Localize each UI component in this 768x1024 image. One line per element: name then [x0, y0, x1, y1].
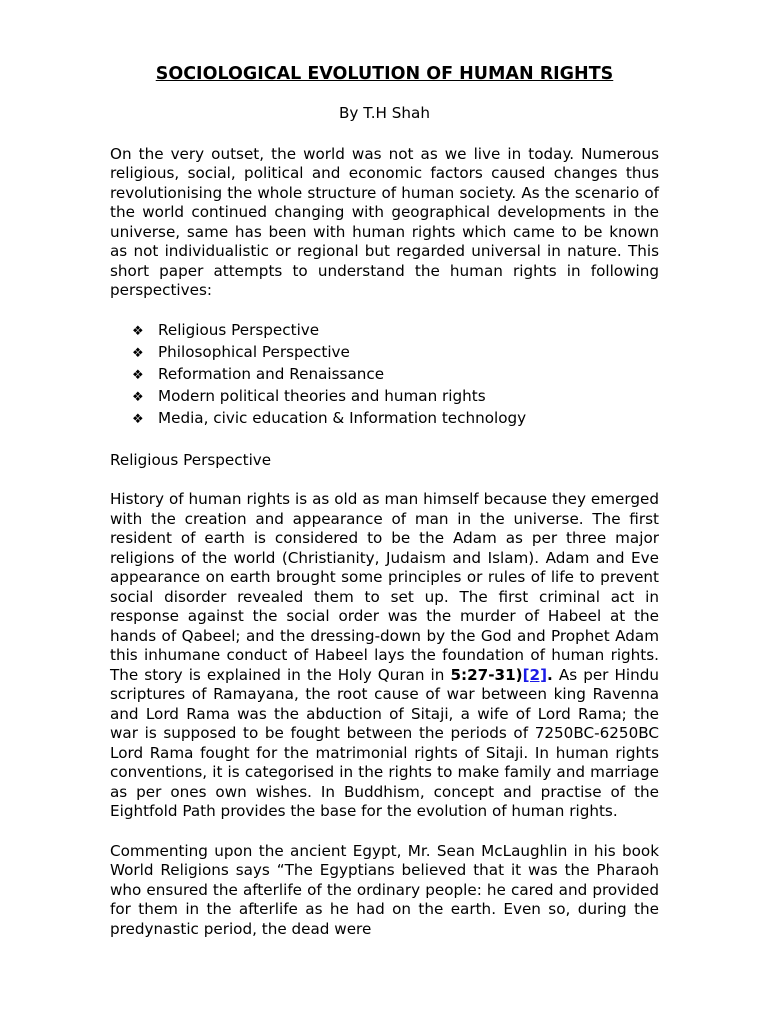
quran-verse-reference: 5:27-31) — [450, 665, 523, 684]
list-item-text: Media, civic education & Information technology — [158, 409, 527, 428]
body-text-segment: History of human rights is as old as man himself because they emerged with the creation and appearance of man in the universe. The first resident of earth is considered to be the Adam as per three major religions of the world (Christianity, Judaism and Islam). Adam and Eve appearance on earth brought some principles or rules of life to prevent social disorder revealed them to set up. The first criminal act in response against the social order was the murder of Habeel at the hands of Qabeel; and the dressing-down by the God and Prophet Adam this inhumane conduct of Habeel lays the foundation of human rights. The story is explained in the Holy Quran in — [110, 490, 659, 684]
perspectives-list — [110, 320, 659, 431]
document-title: SOCIOLOGICAL EVOLUTION OF HUMAN RIGHTS — [155, 64, 614, 84]
diamond-bullet-icon: ❖ — [132, 323, 144, 339]
list-item-text: Philosophical Perspective — [158, 342, 350, 361]
diamond-bullet-icon: ❖ — [132, 390, 144, 406]
section-heading: Religious Perspective — [110, 450, 272, 469]
list-item-text: Religious Perspective — [158, 320, 320, 339]
diamond-bullet-icon: ❖ — [132, 345, 144, 361]
list-item — [132, 320, 659, 342]
list-item-text: Reformation and Renaissance — [158, 364, 385, 383]
list-item — [132, 364, 659, 386]
intro-paragraph: On the very outset, the world was not as we live in today. Numerous religious, social, political and economic factors caused changes thus revolutionising the whole structure of human society. As the scenario of the world continued changing with geographical developments in the universe, same has been with human rights which came to be known as not individualistic or regional but regarded universal in nature. This short paper attempts to understand the human rights in following perspectives: — [110, 144, 659, 299]
body-text-segment: As per Hindu scriptures of Ramayana, the root cause of war between king Ravenna and Lord Rama was the abduction of Sitaji, a wife of Lord Rama; the war is supposed to be fought between the periods of 7250BC-6250BC Lord Rama fought for the matrimonial rights of Sitaji. In human rights conventions, it is categorised in the rights to make family and marriage as per ones own wishes. In Buddhism, concept and practise of the Eightfold Path provides the base for the evolution of human rights. — [110, 665, 659, 821]
author-line: By T.H Shah — [339, 104, 430, 122]
list-item-text: Modern political theories and human rights — [158, 387, 486, 406]
body-paragraph-religious — [110, 490, 659, 822]
diamond-bullet-icon: ❖ — [132, 412, 144, 428]
diamond-bullet-icon: ❖ — [132, 367, 144, 383]
document-body — [110, 62, 659, 939]
footnote-link[interactable]: [2] — [522, 665, 548, 684]
list-item — [132, 386, 659, 408]
reference-period: . — [547, 665, 553, 684]
list-item — [132, 342, 659, 364]
body-paragraph-egypt: Commenting upon the ancient Egypt, Mr. Sean McLaughlin in his book World Religions says “The Egyptians believed that it was the Pharaoh who ensured the afterlife of the ordinary people: he cared and provided for them in the afterlife as he had on the earth. Even so, during the predynastic period, the dead were — [110, 841, 659, 938]
list-item — [132, 408, 659, 430]
